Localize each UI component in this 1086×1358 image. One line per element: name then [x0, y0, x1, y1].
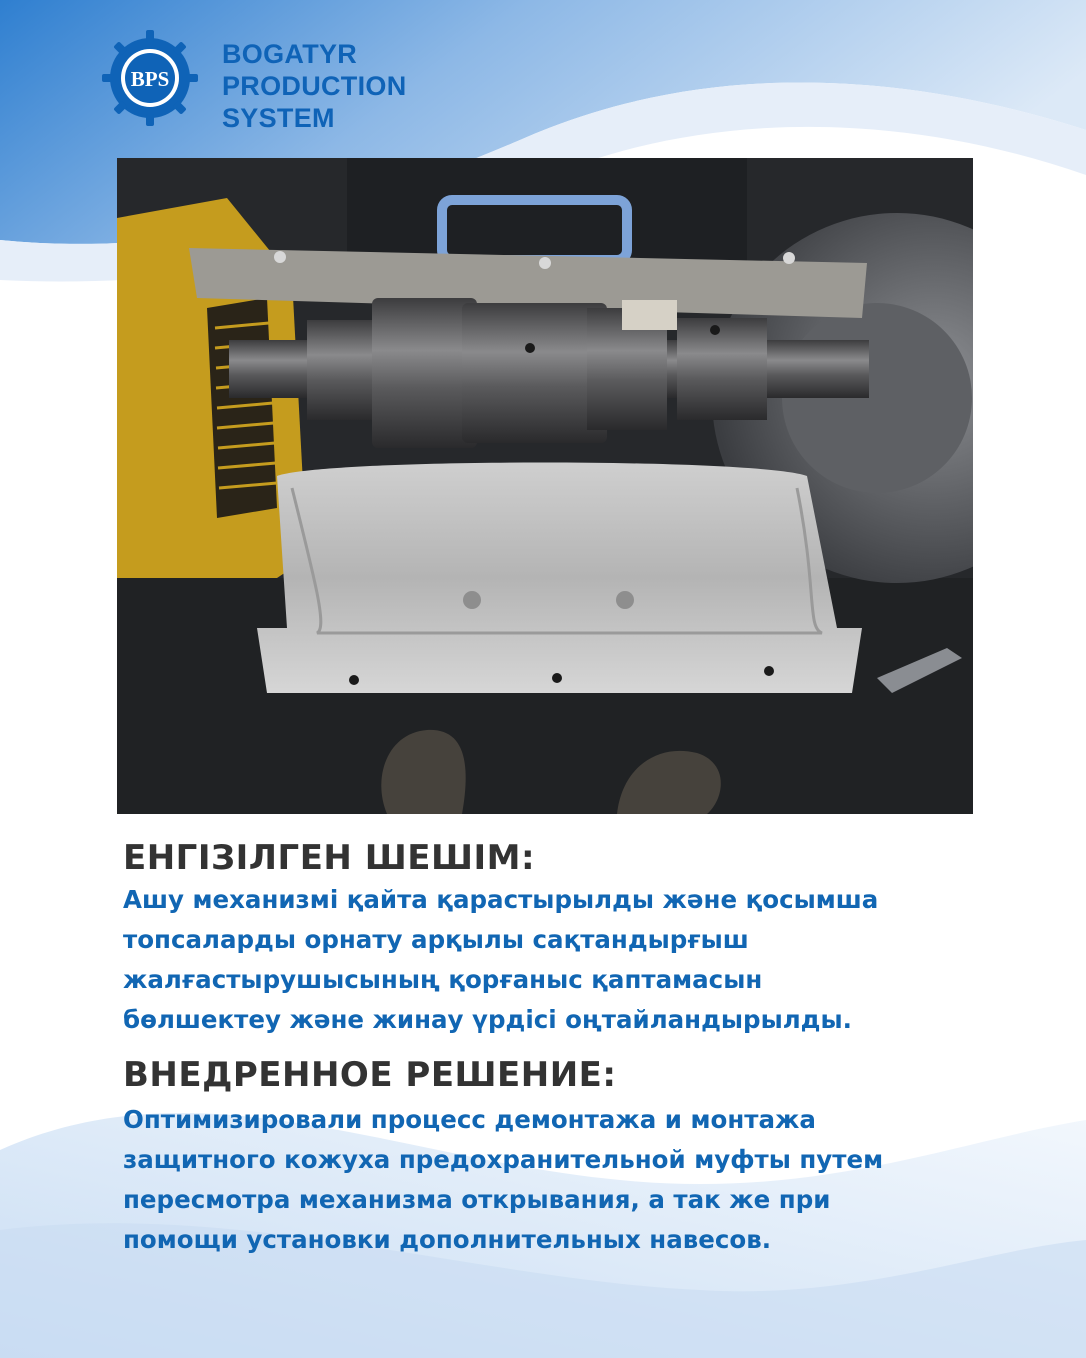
- paragraph-kz-line: жалғастырушысының қорғаныс қаптамасын: [123, 965, 763, 994]
- heading-ru: ВНЕДРЕННОЕ РЕШЕНИЕ:: [123, 1055, 617, 1095]
- brand-name-line-3: SYSTEM: [222, 103, 335, 133]
- paragraph-kz-line: бөлшектеу және жинау үрдісі оңтайландырылды.: [123, 1005, 852, 1034]
- heading-kz: ЕНГІЗІЛГЕН ШЕШІМ:: [123, 838, 536, 878]
- paragraph-ru-line: пересмотра механизма открывания, а так же при: [123, 1185, 831, 1214]
- gear-logo-icon: [100, 28, 200, 128]
- equipment-photo: [117, 158, 973, 814]
- paragraph-ru-line: помощи установки дополнительных навесов.: [123, 1225, 772, 1254]
- brand-name-line-2: PRODUCTION: [222, 71, 407, 101]
- paragraph-kz: [123, 880, 1003, 1040]
- paragraph-ru-line: защитного кожуха предохранительной муфты путем: [123, 1145, 884, 1174]
- paragraph-kz-line: топсаларды орнату арқылы сақтандырғыш: [123, 925, 749, 954]
- paragraph-ru-line: Оптимизировали процесс демонтажа и монтажа: [123, 1105, 816, 1134]
- paragraph-ru: [123, 1100, 1003, 1260]
- brand-name-line-1: BOGATYR: [222, 39, 358, 69]
- paragraph-kz-line: Ашу механизмі қайта қарастырылды және қосымша: [123, 885, 879, 914]
- brand-name: [222, 38, 407, 134]
- logo-mark-text: BPS: [130, 67, 170, 91]
- coupling-photo-illustration: [117, 158, 973, 814]
- brand-logo: [100, 28, 460, 138]
